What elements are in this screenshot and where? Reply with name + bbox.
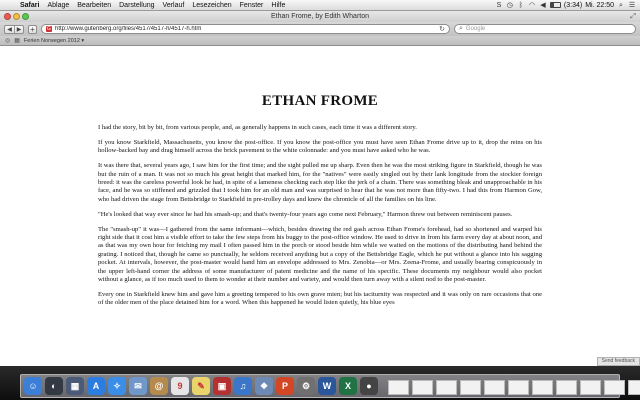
address-bar[interactable] <box>41 24 450 34</box>
back-arrow-icon[interactable]: ◀ <box>7 26 12 33</box>
notification-center-icon[interactable]: ☰ <box>628 1 636 9</box>
web-content <box>0 57 640 366</box>
spotlight-icon[interactable]: ⌕ <box>619 1 623 9</box>
minimized-window[interactable] <box>628 380 640 395</box>
minimized-window[interactable] <box>436 380 457 395</box>
menu-bar <box>0 0 640 11</box>
time-machine-icon[interactable]: ◷ <box>506 1 513 9</box>
word-icon[interactable]: W <box>318 377 336 395</box>
book-page <box>98 57 542 314</box>
minimized-window[interactable] <box>580 380 601 395</box>
menu-lesezeichen[interactable]: Lesezeichen <box>192 1 232 9</box>
status-menus <box>495 2 640 9</box>
menu-app-name[interactable]: Safari <box>20 1 40 9</box>
app-store-icon[interactable]: A <box>87 377 105 395</box>
window-title: Ethan Frome, by Edith Wharton <box>270 13 370 20</box>
minimized-window[interactable] <box>412 380 433 395</box>
dvd-player-icon[interactable]: ● <box>360 377 378 395</box>
contacts-icon[interactable]: @ <box>150 377 168 395</box>
menu-bearbeiten[interactable]: Bearbeiten <box>77 1 112 9</box>
system-preferences-icon[interactable]: ⚙ <box>297 377 315 395</box>
battery-level <box>551 3 554 7</box>
bookmarks-grid-icon[interactable]: ▦ <box>14 38 20 44</box>
toolbar <box>0 22 640 36</box>
menu-verlauf[interactable]: Verlauf <box>162 1 185 9</box>
safari-icon[interactable]: ✧ <box>108 377 126 395</box>
minimize-button[interactable] <box>13 13 20 20</box>
send-feedback-button[interactable]: Send feedback <box>597 357 640 366</box>
search-field[interactable] <box>454 24 636 34</box>
mission-control-icon[interactable]: ▦ <box>66 377 84 395</box>
minimized-window[interactable] <box>460 380 481 395</box>
paragraph: I had the story, bit by bit, from various people, and, as generally happens in such cases, each time it was a different story. <box>98 124 417 131</box>
paragraph: It was there that, several years ago, I saw him for the first time; and the sight pulled me up sharp. Even then he was the most striking figure in Starkfield, though he was but the ruin of a man. It was not so much his great height that marked him, for the "natives" were easily singled out by their lank longitude from the stockier foreign breed: it was the careless powerful look he had, in spite of a lameness checking each step like the jerk of a chain. There was something bleak and unapproachable in his face, and he was so stiffened and grizzled that I took him for an old man and was surprised to hear that he was not more than fifty-two. I had this from Harmon Gow, who had driven the stage from Bettsbridge to Starkfield in pre-trolley days and knew the chronicle of all the families on his line. <box>98 162 542 203</box>
minimized-window[interactable] <box>532 380 553 395</box>
book-title: ETHAN FROME <box>261 93 379 109</box>
battery-time[interactable]: (3:34) <box>563 1 583 9</box>
itunes-icon[interactable]: ♫ <box>234 377 252 395</box>
battery-icon[interactable] <box>550 2 561 8</box>
paragraph: If you know Starkfield, Massachusetts, you know the post-office. If you know the post-office you must have seen Ethan Frome drive up to it, drop the reins on his hollow-backed bay and drag himself across the brick pavement to the white colonnade: and you must have asked who he was. <box>98 138 542 155</box>
minimized-window[interactable] <box>388 380 409 395</box>
minimized-window[interactable] <box>484 380 505 395</box>
reading-list-icon[interactable]: ◎ <box>5 38 11 44</box>
close-button[interactable] <box>4 13 11 20</box>
finder-icon[interactable]: ☺ <box>24 377 42 395</box>
bluetooth-icon[interactable]: ᛒ <box>518 1 523 9</box>
notes-icon[interactable]: ✎ <box>192 377 210 395</box>
volume-icon[interactable]: ◀ <box>540 1 546 9</box>
mail-icon[interactable]: ✉ <box>129 377 147 395</box>
minimized-window[interactable] <box>508 380 529 395</box>
search-icon: ⌕ <box>459 25 463 32</box>
paragraph: "He's looked that way ever since he had his smash-up; and that's twenty-four years ago come next February," Harmon threw out between reminiscent pauses. <box>98 210 513 218</box>
fullscreen-icon[interactable]: ⤢ <box>630 13 636 20</box>
menu-hilfe[interactable]: Hilfe <box>271 1 286 9</box>
search-placeholder[interactable]: Google <box>465 26 486 32</box>
site-favicon-icon: G <box>47 26 51 32</box>
menu-fenster[interactable]: Fenster <box>239 1 264 9</box>
excel-icon[interactable]: X <box>339 377 357 395</box>
powerpoint-icon[interactable]: P <box>276 377 294 395</box>
forward-arrow-icon[interactable]: ▶ <box>14 26 23 33</box>
skype-icon[interactable]: S <box>496 1 502 9</box>
nav-buttons <box>4 25 24 34</box>
minimized-window[interactable] <box>604 380 625 395</box>
paragraph: Every one in Starkfield knew him and gave him a greeting tempered to his own grave mien; but his taciturnity was respected and it was only on rare occasions that one of the older men of the place detained him for a word. When this happened he would listen quietly, his blue eyes <box>98 291 542 307</box>
reload-icon[interactable]: ↻ <box>439 26 445 33</box>
zoom-button[interactable] <box>22 13 29 20</box>
dock-area <box>0 366 640 400</box>
title-bar <box>0 11 640 22</box>
menu-ablage[interactable]: Ablage <box>47 1 70 9</box>
safari-window <box>0 11 640 366</box>
minimized-window[interactable] <box>556 380 577 395</box>
dock <box>20 374 620 398</box>
url-text[interactable]: http://www.gutenberg.org/files/4517/4517-h/4517-h.htm <box>55 26 202 32</box>
add-bookmark-button[interactable]: + <box>28 25 37 34</box>
window-controls <box>4 13 29 20</box>
bookmark-folder[interactable]: Ferien Norwegen 2012 ▾ <box>23 37 85 44</box>
dashboard-icon[interactable]: ◐ <box>45 377 63 395</box>
bookmarks-bar <box>0 36 640 46</box>
photo-booth-icon[interactable]: ▣ <box>213 377 231 395</box>
wifi-icon[interactable]: ◠ <box>528 1 535 9</box>
calendar-icon[interactable]: 9 <box>171 377 189 395</box>
preview-icon[interactable]: ❖ <box>255 377 273 395</box>
paragraph: The "smash-up" it was—I gathered from the same informant—which, besides drawing the red gash across Ethan Frome's forehead, had so shortened and warped his right side that it cost him a visible effort to take the few steps from his buggy to the post-office window. He used to drive in from his farm every day at about noon, and as that was my own hour for fetching my mail I often passed him in the porch or stood beside him while we waited on the motions of the distributing hand behind the grating. I noticed that, though he came so punctually, he seldom received anything but a copy of the Bettsbridge Eagle, which he put without a glance into his sagging pocket. At intervals, however, the post-master would hand him an envelope addressed to Mrs. Zenobia—or Mrs. Zeena-Frome, and usually bearing conspicuously in the upper left-hand corner the address of some manufacturer of patent medicine and the name of his specific. These documents my neighbour would also pocket without a glance, as if too much used to them to wonder at their number and variety, and would then turn away with a silent nod to the post-master. <box>98 225 542 284</box>
menu-darstellung[interactable]: Darstellung <box>119 1 155 9</box>
menubar-clock[interactable]: Mi. 22:50 <box>585 1 614 9</box>
